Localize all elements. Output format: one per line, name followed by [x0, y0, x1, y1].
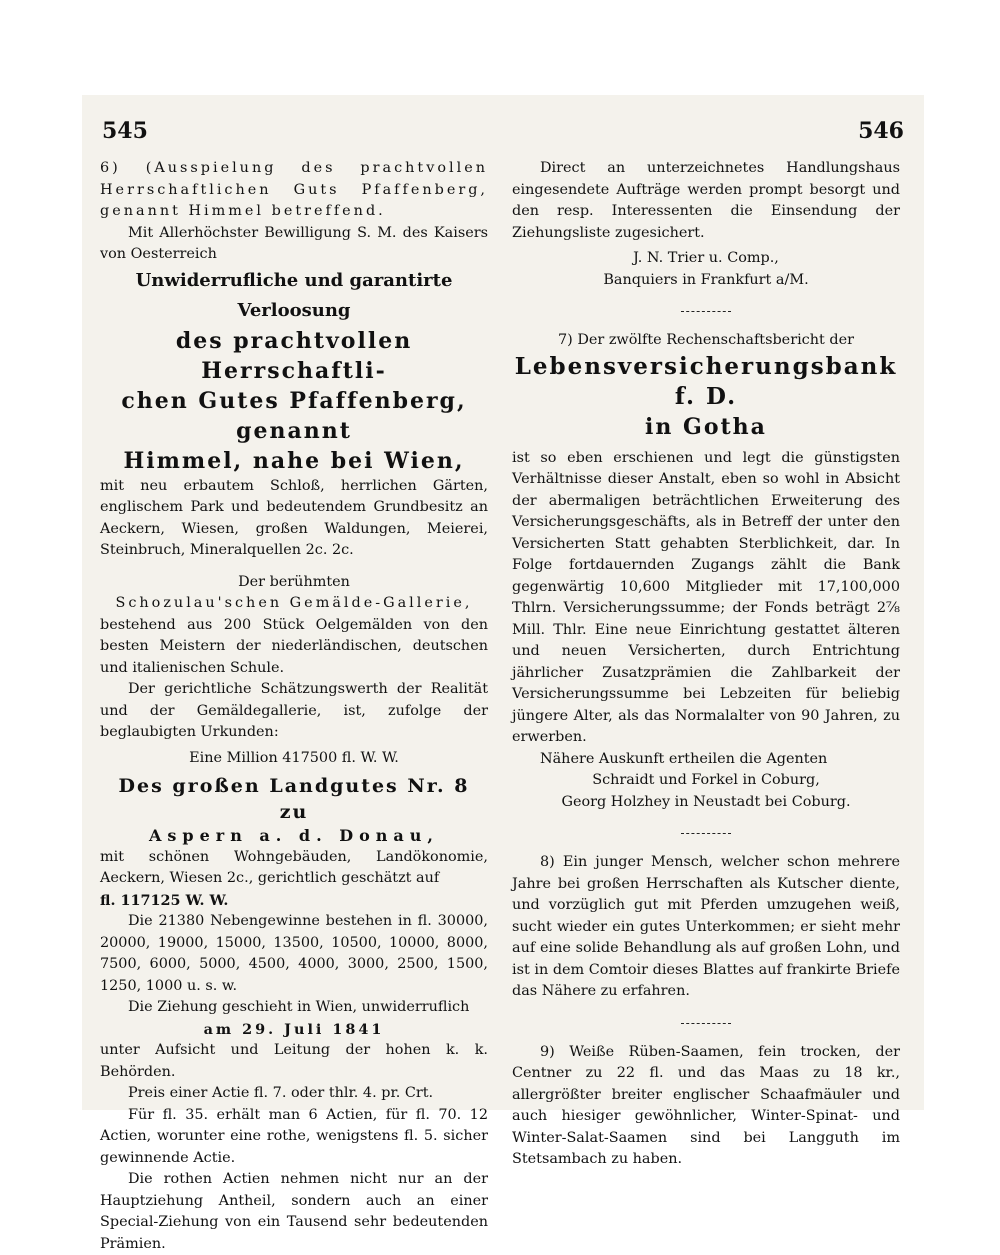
red-actions-text: Die rothen Actien nehmen nicht nur an der Hauptziehung Antheil, sondern auch an einer Special-Ziehung von ein Tausend sehr bedeutenden Prämien. [100, 1171, 488, 1252]
item7-heading: 7) Der zwölfte Rechenschaftsbericht der [558, 332, 854, 348]
landgut-value: fl. 117125 W. W. [100, 891, 229, 909]
item9-text: 9) Weiße Rüben-Saamen, fein trocken, der Centner zu 22 fl. und das Maas zu 18 kr., allergrößter breiter englischer Schaafmäuler und auch hiesiger gewöhnlicher, Winter-Spinat- und Winter-Salat-Saamen sind bei Langguth im Stetsambach zu haben. [512, 1043, 900, 1167]
gallery-description: bestehend aus 200 Stück Oelgemälden von den besten Meistern der niederländischen, deutschen und italienischen Schule. [100, 616, 488, 676]
separator-rule [681, 833, 731, 834]
orders-text: Direct an unterzeichnetes Handlungshaus eingesendete Aufträge werden prompt besorgt und den resp. Interessenten die Einsendung der Ziehungsliste zugesichert. [512, 160, 900, 241]
lottery-title-1: Unwiderrufliche und garantirte Verloosung [135, 269, 453, 321]
landgut-title-2: Aspern a. d. Donau, [148, 826, 439, 845]
page-number-right: 546 [858, 118, 904, 144]
lottery-title-2: des prachtvollen Herrschaftli- [175, 327, 413, 384]
landgut-description: mit schönen Wohngebäuden, Landökonomie, Aeckern, Wiesen 2c., gerichtlich geschätzt auf [100, 848, 488, 886]
gallery-name: Schozulau'schen Gemälde-Gallerie, [115, 595, 473, 611]
item8-text: 8) Ein junger Mensch, welcher schon mehrere Jahre bei großen Herrschaften als Kutscher diente, und vorzüglich gut mit Pferden umzugehen weiß, sucht wieder ein gutes Unterkommen; er sieht mehr auf eine solide Behandlung als auf großen Lohn, und ist in dem Comtoir dieses Blattes auf frankirte Briefe das Nähere zu erfahren. [512, 854, 900, 999]
firm-location: Banquiers in Frankfurt a/M. [603, 271, 809, 288]
bank-location: in Gotha [645, 413, 767, 440]
left-column [100, 158, 488, 1255]
page-number-left: 545 [102, 118, 148, 144]
lottery-title-3: chen Gutes Pfaffenberg, genannt [121, 387, 467, 444]
bank-name: Lebensversicherungsbank f. D. [514, 352, 898, 410]
landgut-title-1: Des großen Landgutes Nr. 8 zu [118, 775, 470, 823]
estate-description: mit neu erbautem Schloß, herrlichen Gärten, englischem Park und bedeutendem Grundbesitz an Aeckern, Wiesen, großen Waldungen, Meierei, Steinbruch, Mineralquellen 2c. 2c. [100, 477, 488, 558]
right-column [512, 158, 900, 1171]
separator-rule [681, 311, 731, 312]
price-text: Preis einer Actie fl. 7. oder thlr. 4. pr. Crt. [128, 1085, 434, 1101]
approval-line: Mit Allerhöchster Bewilligung S. M. des Kaisers von Oesterreich [100, 224, 488, 262]
agents-line-3: Georg Holzhey in Neustadt bei Coburg. [561, 793, 851, 810]
draw-text: Die Ziehung geschieht in Wien, unwiderruflich [128, 999, 470, 1015]
firm-name: J. N. Trier u. Comp., [633, 250, 779, 266]
agents-line-2: Schraidt und Forkel in Coburg, [592, 772, 820, 788]
item6-heading: 6) (Ausspielung des prachtvollen Herrschaftlichen Guts Pfaffenberg, genannt Himmel betreffend. [100, 160, 488, 219]
lottery-title-4: Himmel, nahe bei Wien, [123, 447, 465, 474]
draw-date: am 29. Juli 1841 [203, 1020, 385, 1038]
million-value: Eine Million 417500 fl. W. W. [189, 749, 399, 766]
agents-line-1: Nähere Auskunft ertheilen die Agenten [540, 750, 828, 767]
gallery-intro: Der berühmten [238, 573, 350, 590]
estimate-text: Der gerichtliche Schätzungswerth der Realität und der Gemäldegallerie, ist, zufolge der beglaubigten Urkunden: [100, 681, 488, 740]
offer-text: Für fl. 35. erhält man 6 Actien, für fl. 70. 12 Actien, worunter eine rothe, wenigstens fl. 5. sicher gewinnende Actie. [100, 1106, 488, 1166]
report-text: ist so eben erschienen und legt die günstigsten Verhältnisse dieser Anstalt, eben so wohl in Absicht der abermaligen beträchtlichen Erweiterung des Versicherungsgeschäfts, als in Betreff der unter den Versicherten Statt gehabten Sterblichkeit, dar. In Folge fortdauernden Zugangs zählt die Bank gegenwärtig 10,600 Mitglieder mit 17,100,000 Thlrn. Versicherungssumme; der Fonds beträgt 2⅞ Mill. Thlr. Eine neue Einrichtung gestattet älteren und neuen Versicherten, durch Entrichtung jährlicher Zusatzprämien die Zahlbarkeit der Versicherungssumme bei Lebzeiten für beliebig jüngere Alter, als das Normalalter von 90 Jahren, zu erwerben. [512, 449, 900, 745]
supervision-text: unter Aufsicht und Leitung der hohen k. k. Behörden. [100, 1042, 488, 1080]
prizes-list: Die 21380 Nebengewinne bestehen in fl. 30000, 20000, 19000, 15000, 13500, 10500, 10000, 8000, 7500, 6000, 5000, 4500, 4000, 3000, 2500, 1500, 1250, 1000 u. s. w. [100, 913, 488, 994]
separator-rule [681, 1023, 731, 1024]
